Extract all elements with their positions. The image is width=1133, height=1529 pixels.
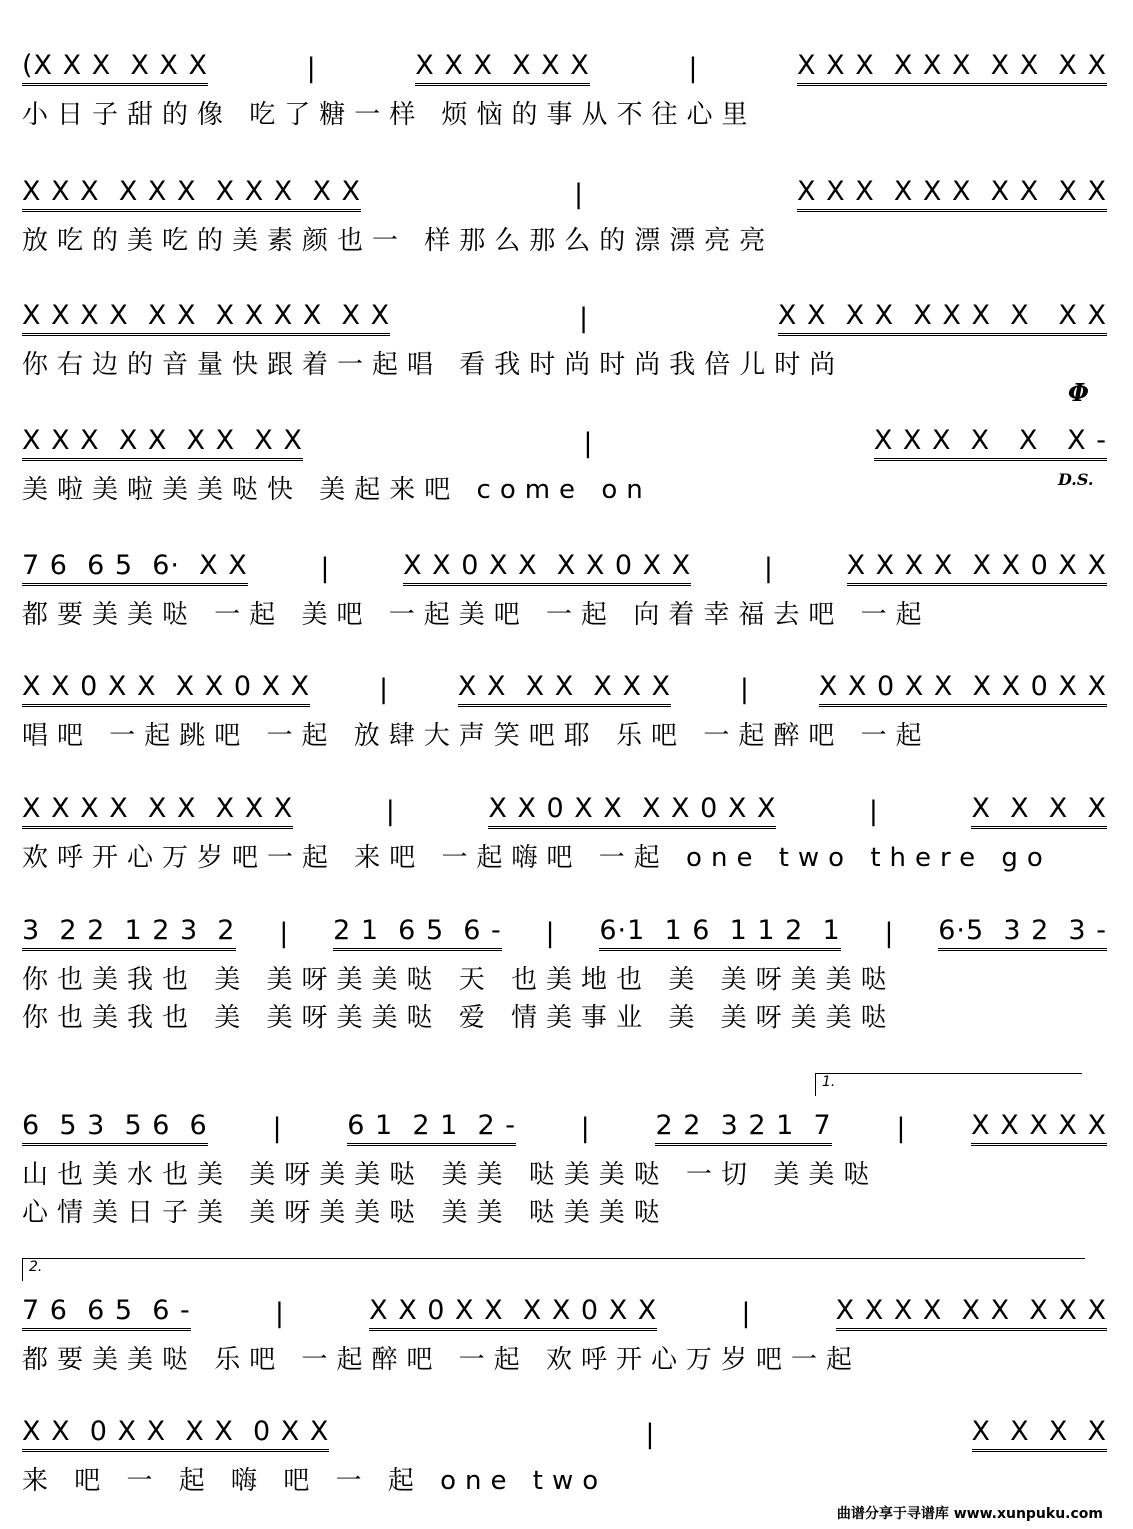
measure: 7 6 6 5 6 - [22,1295,191,1331]
measure: X X 0 X X X X 0 X X [403,550,691,586]
barline: | [763,553,774,584]
notation-row [22,661,1107,707]
measure: 7 6 6 5 6· X X [22,550,248,586]
lyric-line: 来 吧 一 起 嗨 吧 一 起 one two [22,1466,608,1496]
coda-sign: Φ [1068,378,1089,407]
staff-system [0,783,1133,903]
barline: | [741,1298,752,1329]
barline: | [583,428,594,459]
staff-system [0,1285,1133,1405]
notation-row [22,166,1107,212]
lyric-line: 放吃的美吃的美素颜也一 样那么那么的漂漂亮亮 [22,226,775,256]
measure: X X X X X X [415,50,589,86]
measure: (X X X X X X [22,50,208,86]
measure: X X X X X X X X X X [797,50,1107,86]
notation-row [22,290,1107,336]
staff-system [0,905,1133,1033]
lyric-line: 你也美我也 美 美呀美美哒 天 也美地也 美 美呀美美哒 [22,965,896,995]
lyric-line: 山也美水也美 美呀美美哒 美美 哒美美哒 一切 美美哒 [22,1160,879,1190]
staff-system [0,1100,1133,1228]
lyric-line: 欢呼开心万岁吧一起 来吧 一起嗨吧 一起 one two there go [22,843,1052,873]
lyric-line: 都要美美哒 一起 美吧 一起美吧 一起 向着幸福去吧 一起 [22,600,931,630]
barline: | [279,918,290,949]
measure: X X X X [972,1416,1107,1452]
measure: X X X X X X X X X X [778,300,1107,336]
barline: | [272,1113,283,1144]
lyric-line: 小日子甜的像 吃了糖一样 烦恼的事从不往心里 [22,100,757,130]
measure: 6·1 1 6 1 1 2 1 [599,915,840,951]
measure: X X 0 X X X X 0 X X [488,793,776,829]
notation-row [22,415,1107,461]
notation-row [22,783,1107,829]
barline: | [545,918,556,949]
measure: X X X X [971,793,1106,829]
barline: | [306,53,317,84]
notation-row [22,1406,1107,1452]
ds-marker: D.S. [1058,470,1094,489]
notation-row [22,540,1107,586]
measure: 2 2 3 2 1 7 [655,1110,831,1146]
staff-system [0,661,1133,781]
barline: | [884,918,895,949]
measure: 6 1 2 1 2 - [347,1110,516,1146]
barline: | [896,1113,907,1144]
lyric-line: 心情美日子美 美呀美美哒 美美 哒美美哒 [22,1198,669,1228]
measure: X X 0 X X X X 0 X X [369,1295,657,1331]
lyric-line: 都要美美哒 乐吧 一起醉吧 一起 欢呼开心万岁吧一起 [22,1345,862,1375]
barline: | [320,553,331,584]
volta-1: 1. [815,1073,1082,1096]
measure: X X X X X [971,1110,1107,1146]
barline: | [578,303,590,334]
notation-row [22,905,1107,951]
measure: X X X X X X - [874,425,1107,461]
notation-row [22,1285,1107,1331]
staff-system [0,540,1133,660]
measure: 3 2 2 1 2 3 2 [22,915,236,951]
measure: X X 0 X X X X 0 X X [22,671,310,707]
measure: X X X X X X 0 X X [847,550,1107,586]
lyric-line: 你也美我也 美 美呀美美哒 爱 情美事业 美 美呀美美哒 [22,1003,896,1033]
staff-system [0,166,1133,286]
footer-credit: 曲谱分享于寻谱库 www.xunpuku.com [836,1506,1103,1522]
measure: X X X X X X X [458,671,671,707]
barline: | [378,674,390,705]
barline: | [739,674,750,705]
measure: X X X X X X X X X X X X [22,300,390,336]
measure: 6 5 3 5 6 6 [22,1110,208,1146]
measure: X X X X X X X X X X [797,176,1107,212]
measure: 2 1 6 5 6 - [333,915,502,951]
barline: | [688,53,699,84]
staff-system [0,40,1133,160]
barline: | [868,796,880,827]
volta-2: 2. [22,1258,1085,1281]
measure: X X X X X X X X X [836,1295,1107,1331]
notation-row [22,1100,1107,1146]
measure: X X 0 X X X X 0 X X [22,1416,329,1452]
measure: X X X X X X X X X X X [22,176,361,212]
measure: X X X X X X X X X [22,425,303,461]
barline: | [573,179,585,210]
staff-system [0,415,1133,535]
measure: X X 0 X X X X 0 X X [819,671,1107,707]
barline: | [645,1419,656,1450]
barline: | [385,796,396,827]
barline: | [580,1113,591,1144]
staff-system [0,290,1133,410]
notation-row [22,40,1107,86]
lyric-line: 美啦美啦美美哒快 美起来吧 come on [22,475,652,505]
barline: | [274,1298,285,1329]
lyric-line: 唱吧 一起跳吧 一起 放肆大声笑吧耶 乐吧 一起醉吧 一起 [22,721,931,751]
lyric-line: 你右边的音量快跟着一起唱 看我时尚时尚我倍儿时尚 [22,350,845,380]
measure: 6·5 3 2 3 - [938,915,1107,951]
measure: X X X X X X X X X [22,793,293,829]
